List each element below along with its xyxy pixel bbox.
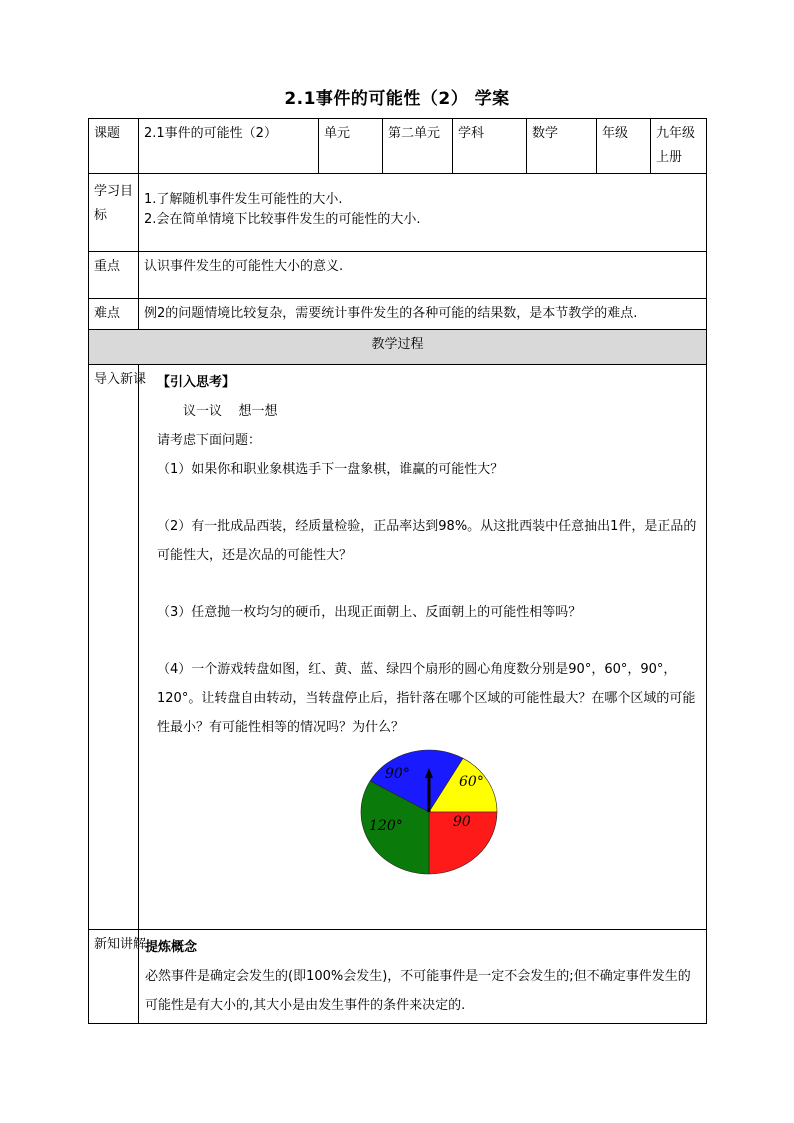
spinner-figure	[157, 748, 701, 876]
intro-row	[89, 365, 707, 930]
process-header: 教学过程	[89, 330, 707, 365]
subject-label: 学科	[453, 119, 527, 174]
sector-label-yellow: 60°	[459, 774, 484, 790]
question-4: （4）一个游戏转盘如图，红、黄、蓝、绿四个扇形的圆心角度数分别是90°，60°，90°，120°。让转盘自由转动，当转盘停止后，指针落在哪个区域的可能性最大？在哪个区域的可能性最小？有可能性相等的情况吗？为什么？	[157, 662, 696, 735]
page-title: 2.1事件的可能性（2） 学案	[284, 89, 510, 109]
goals-content	[139, 174, 707, 252]
goals-row	[89, 174, 707, 252]
topic-label: 课题	[89, 119, 139, 174]
question-1: （1）如果你和职业象棋选手下一盘象棋，谁赢的可能性大？	[157, 462, 504, 477]
intro-activity: 议一议 想一想	[183, 404, 278, 419]
grade-label: 年级	[597, 119, 651, 174]
goals-label: 学习目标	[89, 174, 139, 252]
new-knowledge-text: 必然事件是确定会发生的(即100%会发生)，不可能事件是一定不会发生的;但不确定事件发生的可能性是有大小的,其大小是由发生事件的条件来决定的.	[145, 969, 691, 1013]
key-point-row	[89, 252, 707, 299]
subject-value: 数学	[527, 119, 597, 174]
difficulty-text: 例2的问题情境比较复杂，需要统计事件发生的各种可能的结果数，是本节教学的难点.	[139, 299, 707, 330]
question-2: （2）有一批成品西装，经质量检验，正品率达到98%。从这批西装中任意抽出1件，是正品的可能性大，还是次品的可能性大？	[157, 519, 697, 563]
goal-item-2: 2.会在简单情境下比较事件发生的可能性的大小.	[144, 212, 421, 227]
grade-value: 九年级上册	[651, 119, 707, 174]
topic-value: 2.1事件的可能性（2）	[139, 119, 319, 174]
new-knowledge-row	[89, 930, 707, 1024]
new-knowledge-content	[139, 930, 707, 1024]
lesson-table	[88, 118, 707, 1024]
question-3: （3）任意抛一枚均匀的硬币，出现正面朝上、反面朝上的可能性相等吗？	[157, 605, 582, 620]
sector-label-blue: 90°	[385, 766, 410, 782]
difficulty-row	[89, 299, 707, 330]
goal-item-1: 1.了解随机事件发生可能性的大小.	[144, 192, 343, 207]
unit-label: 单元	[319, 119, 383, 174]
sector-label-green: 120°	[369, 818, 403, 834]
difficulty-label: 难点	[89, 299, 139, 330]
header-row	[89, 119, 707, 174]
key-point-text: 认识事件发生的可能性大小的意义.	[139, 252, 707, 299]
intro-heading: 【引入思考】	[157, 375, 236, 390]
spinner-chart	[359, 748, 499, 876]
process-header-row	[89, 330, 707, 365]
intro-content	[139, 365, 707, 930]
new-knowledge-label: 新知讲解	[89, 930, 139, 1024]
key-point-label: 重点	[89, 252, 139, 299]
intro-label-text: 导入新课	[94, 372, 147, 387]
new-knowledge-heading: 提炼概念	[145, 940, 198, 955]
intro-label	[89, 365, 147, 930]
unit-value: 第二单元	[383, 119, 453, 174]
intro-prompt: 请考虑下面问题：	[157, 433, 262, 448]
sector-label-red: 90	[453, 814, 471, 830]
